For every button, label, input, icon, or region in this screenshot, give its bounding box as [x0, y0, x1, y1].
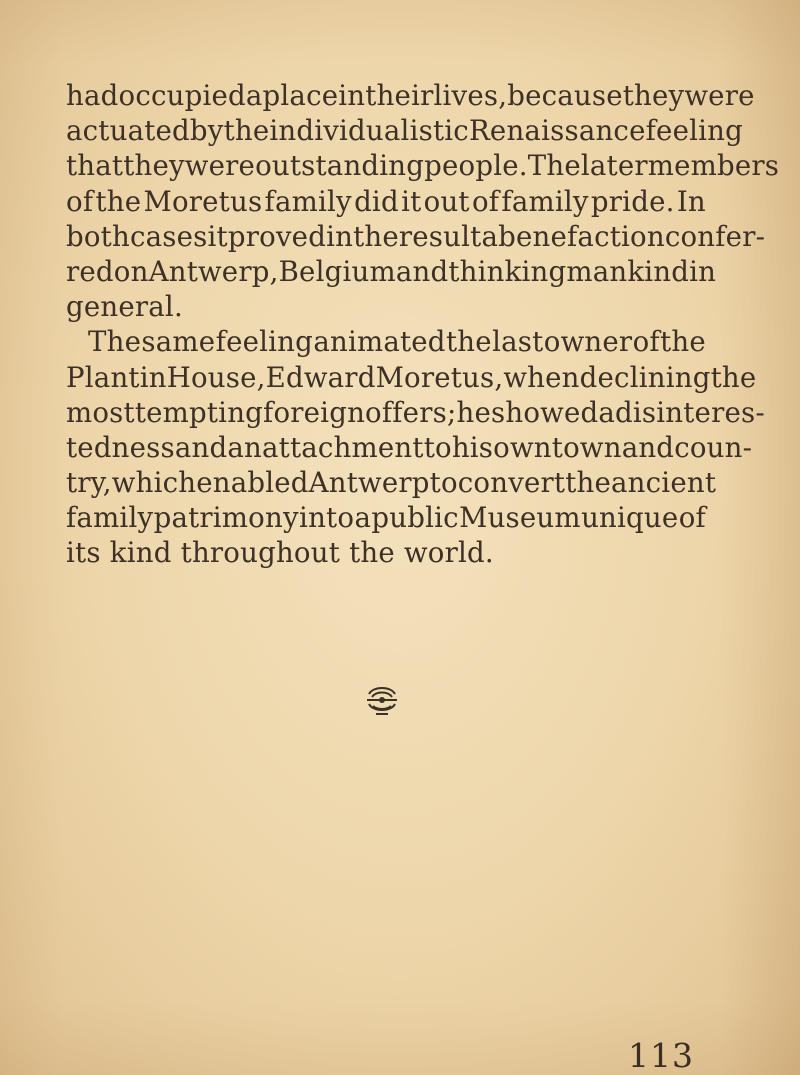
text-line: general. [66, 290, 183, 324]
printers-mark-ornament-icon [363, 680, 401, 720]
paragraph-start-line: The same feeling animated the last owner of the [88, 325, 706, 359]
text-line: of the Moretus family did it out of family pride. In [66, 184, 706, 218]
text-line: had occupied a place in their lives, because they were [66, 79, 755, 112]
text-line: try, which enabled Antwerp to convert the ancient [66, 466, 717, 500]
text-line: most tempting foreign offers; he showed a disinteres- [66, 395, 765, 429]
text-line: that they were outstanding people. The later members [66, 149, 780, 183]
text-line: red on Antwerp, Belgium and thinking mankind in [66, 254, 717, 288]
text-line: both cases it proved in the result a benefaction confer- [66, 219, 766, 253]
text-line: Plantin House, Edward Moretus, when declining the [66, 360, 757, 394]
page-number: 113 [628, 1036, 694, 1075]
text-line: its kind throughout the world. [66, 536, 494, 570]
text-line: tedness and an attachment to his own town and coun- [66, 430, 753, 464]
text-line: family patrimony into a public Museum unique of [66, 501, 706, 535]
text-line: actuated by the individualistic Renaissance feeling [66, 114, 743, 148]
body-text [66, 78, 780, 571]
